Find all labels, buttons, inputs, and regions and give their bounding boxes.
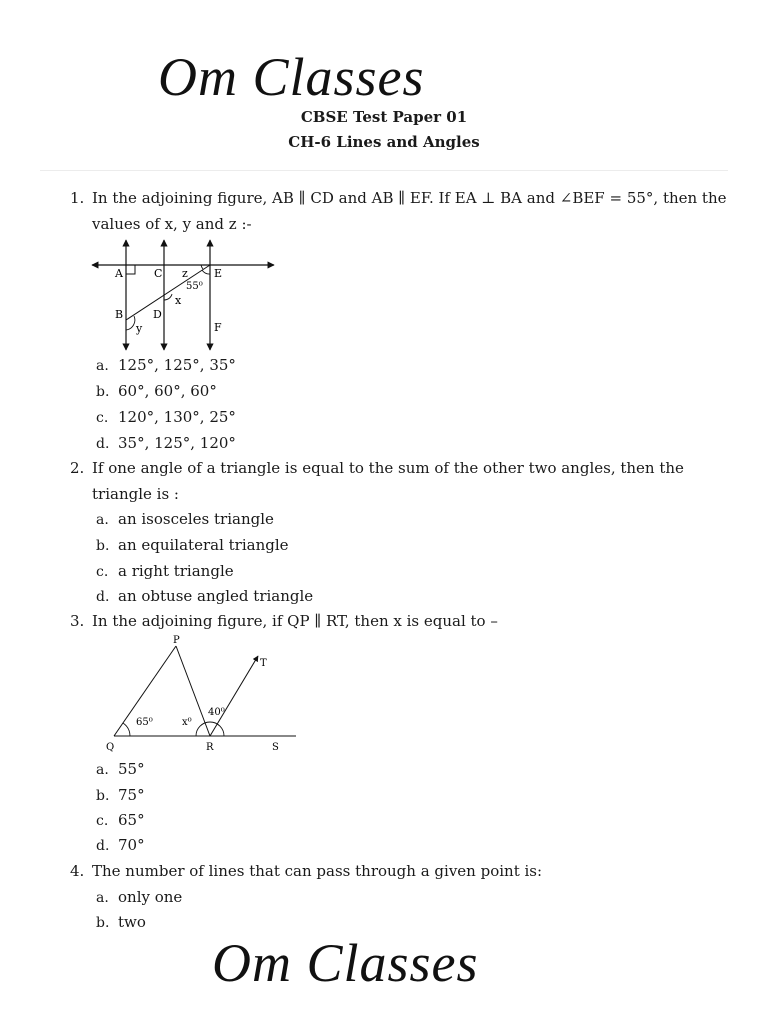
question-3 bbox=[70, 608, 730, 634]
option-2a[interactable] bbox=[96, 509, 274, 530]
option-text: a right triangle bbox=[118, 562, 234, 580]
question-text: If one angle of a triangle is equal to the sum of the other two angles, then the triangle is : bbox=[92, 459, 684, 503]
option-3b[interactable] bbox=[96, 785, 145, 806]
option-letter: b. bbox=[96, 915, 110, 931]
option-letter: a. bbox=[96, 358, 109, 374]
question-4 bbox=[70, 858, 730, 884]
label-F: F bbox=[214, 321, 222, 334]
question-text: In the adjoining figure, if QP ∥ RT, then x is equal to – bbox=[92, 612, 498, 630]
option-text: 65° bbox=[118, 811, 145, 829]
label-x: x⁰ bbox=[182, 717, 192, 728]
question-1 bbox=[70, 185, 730, 237]
option-2c[interactable] bbox=[96, 561, 234, 582]
header-divider bbox=[40, 170, 728, 171]
label-65: 65⁰ bbox=[136, 717, 153, 728]
option-3a[interactable] bbox=[96, 759, 145, 780]
option-text: an equilateral triangle bbox=[118, 536, 289, 554]
option-text: 125°, 125°, 35° bbox=[118, 356, 236, 374]
question-number: 3. bbox=[70, 612, 85, 630]
option-letter: b. bbox=[96, 538, 110, 554]
option-letter: d. bbox=[96, 436, 110, 452]
label-40: 40⁰ bbox=[208, 707, 225, 718]
option-text: 75° bbox=[118, 786, 145, 804]
option-3d[interactable] bbox=[96, 835, 145, 856]
option-1a[interactable] bbox=[96, 355, 236, 376]
option-4a[interactable] bbox=[96, 887, 182, 908]
figure-parallel-lines bbox=[88, 236, 278, 354]
option-2d[interactable] bbox=[96, 586, 313, 607]
label-R: R bbox=[206, 742, 214, 753]
option-text: only one bbox=[118, 888, 183, 906]
label-angle-55: 55⁰ bbox=[186, 281, 203, 292]
option-letter: c. bbox=[96, 564, 109, 580]
question-2 bbox=[70, 455, 730, 507]
question-number: 4. bbox=[70, 862, 85, 880]
question-number: 2. bbox=[70, 459, 85, 477]
option-letter: a. bbox=[96, 512, 109, 528]
label-D: D bbox=[153, 308, 162, 321]
option-3c[interactable] bbox=[96, 810, 145, 831]
question-text: In the adjoining figure, AB ∥ CD and AB ∥ EF. If EA ⊥ BA and ∠BEF = 55°, then the values of x, y and z :- bbox=[92, 189, 727, 233]
option-text: 35°, 125°, 120° bbox=[118, 434, 236, 452]
option-1c[interactable] bbox=[96, 407, 236, 428]
brand-logo-top: Om Classes bbox=[158, 47, 425, 107]
label-S: S bbox=[272, 742, 279, 753]
option-2b[interactable] bbox=[96, 535, 289, 556]
figure-triangle bbox=[100, 634, 300, 756]
label-B: B bbox=[115, 308, 124, 321]
brand-logo-bottom: Om Classes bbox=[212, 933, 479, 993]
label-x: x bbox=[175, 294, 182, 307]
option-letter: a. bbox=[96, 890, 109, 906]
option-text: 55° bbox=[118, 760, 145, 778]
option-text: two bbox=[118, 913, 146, 931]
option-text: an isosceles triangle bbox=[118, 510, 274, 528]
option-1b[interactable] bbox=[96, 381, 217, 402]
option-letter: a. bbox=[96, 762, 109, 778]
paper-title: CBSE Test Paper 01 bbox=[300, 108, 468, 126]
question-number: 1. bbox=[70, 189, 85, 207]
label-C: C bbox=[154, 267, 163, 280]
label-A: A bbox=[115, 267, 123, 280]
option-4b[interactable] bbox=[96, 912, 146, 933]
label-E: E bbox=[214, 267, 223, 280]
option-letter: d. bbox=[96, 589, 110, 605]
label-y: y bbox=[136, 322, 143, 335]
option-letter: b. bbox=[96, 384, 110, 400]
question-text: The number of lines that can pass through a given point is: bbox=[92, 862, 543, 880]
label-Q: Q bbox=[106, 742, 115, 753]
label-P: P bbox=[173, 635, 180, 646]
option-letter: c. bbox=[96, 813, 109, 829]
option-text: 120°, 130°, 25° bbox=[118, 408, 236, 426]
option-letter: c. bbox=[96, 410, 109, 426]
option-1d[interactable] bbox=[96, 433, 236, 454]
option-letter: b. bbox=[96, 788, 110, 804]
label-T: T bbox=[260, 658, 267, 669]
option-text: 70° bbox=[118, 836, 145, 854]
option-text: an obtuse angled triangle bbox=[118, 587, 314, 605]
chapter-title: CH-6 Lines and Angles bbox=[288, 133, 480, 151]
label-z: z bbox=[182, 267, 188, 280]
option-letter: d. bbox=[96, 838, 110, 854]
option-text: 60°, 60°, 60° bbox=[118, 382, 217, 400]
